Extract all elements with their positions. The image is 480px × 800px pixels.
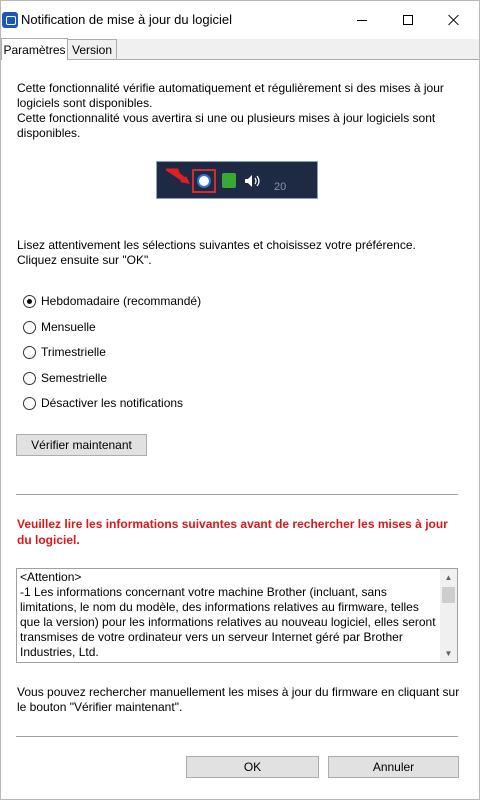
app-icon: [2, 12, 18, 28]
intro-line-1: Cette fonctionnalité vérifie automatiquement et régulièrement si des mises à jour logiciels sont disponibles.: [17, 81, 444, 110]
window-title: Notification de mise à jour du logiciel: [21, 12, 232, 27]
radio-label: Hebdomadaire (recommandé): [41, 294, 202, 308]
choose-line-2: Cliquez ensuite sur "OK".: [17, 253, 152, 267]
intro-line-2: Cette fonctionnalité vous avertira si une ou plusieurs mises à jour logiciels sont disponibles.: [17, 111, 436, 140]
radio-label: Mensuelle: [41, 320, 96, 334]
radio-label: Désactiver les notifications: [41, 396, 184, 410]
tab-parametres[interactable]: Paramètres: [1, 38, 68, 60]
radio-label: Semestrielle: [41, 371, 108, 385]
attention-textarea[interactable]: [16, 568, 458, 663]
maximize-icon: [403, 15, 413, 25]
radio-weekly[interactable]: [23, 293, 201, 309]
ok-button[interactable]: OK: [186, 756, 319, 778]
tab-version[interactable]: Version: [67, 39, 117, 59]
attention-text: <Attention> -1 Les informations concernant votre machine Brother (incluant, sans limitations, le nom du modèle, des informations relatives au firmware, telles que la version) pour les informations relatives au nouveau logiciel, elles seront transmises de votre ordinateur vers un serveur Internet géré par Brother Industries, Ltd.: [20, 570, 436, 659]
choose-text: [17, 238, 462, 268]
scroll-up-icon[interactable]: ▲: [444, 573, 453, 582]
shield-icon: [222, 173, 236, 188]
radio-button[interactable]: [23, 346, 36, 359]
scroll-down-icon[interactable]: ▼: [444, 649, 453, 658]
speaker-icon: [243, 173, 263, 189]
red-arrow-icon: [166, 167, 192, 185]
close-button[interactable]: [431, 1, 477, 39]
intro-text: [17, 81, 462, 141]
radio-semiannual[interactable]: [23, 370, 107, 386]
scrollbar-thumb[interactable]: [442, 587, 455, 603]
minimize-icon: [357, 20, 367, 21]
update-icon: [192, 169, 216, 193]
check-now-button[interactable]: Vérifier maintenant: [16, 434, 147, 456]
manual-check-note: Vous pouvez rechercher manuellement les mises à jour du firmware en cliquant sur le bouton "Vérifier maintenant".: [17, 685, 460, 714]
radio-monthly[interactable]: [23, 319, 96, 335]
divider: [16, 736, 458, 737]
cancel-button[interactable]: Annuler: [328, 756, 459, 778]
title-bar: [1, 1, 479, 39]
minimize-button[interactable]: [339, 1, 385, 39]
tray-clock-text: 20: [274, 181, 287, 193]
divider: [16, 494, 458, 495]
close-icon: [448, 14, 460, 26]
warning-text: Veuillez lire les informations suivantes avant de rechercher les mises à jour du logiciel.: [17, 517, 448, 547]
choose-line-1: Lisez attentivement les sélections suivantes et choisissez votre préférence.: [17, 238, 416, 252]
radio-quarterly[interactable]: [23, 344, 106, 360]
radio-disable[interactable]: [23, 395, 183, 411]
radio-button[interactable]: [23, 372, 36, 385]
maximize-button[interactable]: [385, 1, 431, 39]
radio-button[interactable]: [23, 321, 36, 334]
scrollbar[interactable]: [440, 569, 457, 662]
radio-button-checked[interactable]: [23, 295, 36, 308]
radio-button[interactable]: [23, 397, 36, 410]
radio-label: Trimestrielle: [41, 345, 106, 359]
